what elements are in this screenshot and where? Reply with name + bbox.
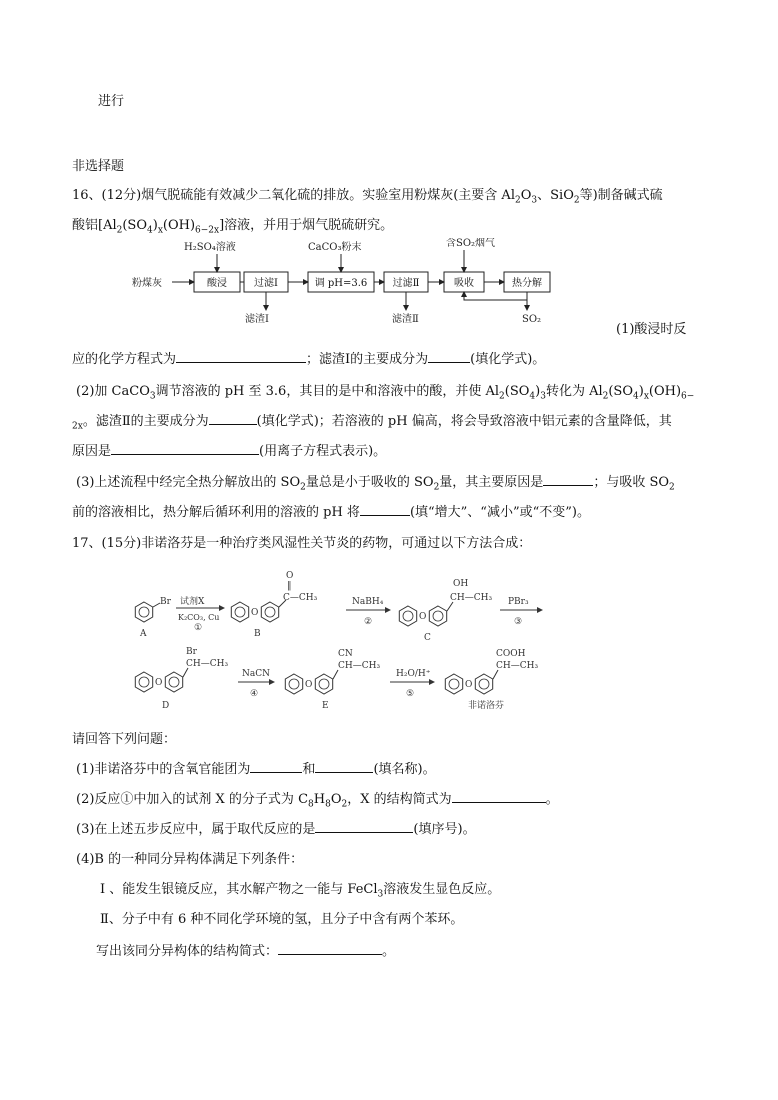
answer-blank[interactable] xyxy=(250,760,302,773)
b-group-double: ‖ xyxy=(287,581,292,591)
residue-2: 滤渣Ⅱ xyxy=(392,314,419,325)
answer-blank[interactable] xyxy=(111,442,259,455)
q16-intro-line2: 酸铝$[Al_2(SO_4)_x(OH)_{6-2x}]$溶液，并用于烟气脱硫研究。 xyxy=(72,218,394,236)
q17-sub2: (2)反应①中加入的试剂 X 的分子式为 $C_8H_8O_2$，X 的结构简式为 。 xyxy=(76,792,559,810)
start-material: 粉煤灰 xyxy=(132,278,162,289)
q17-sub3: (3)在上述五步反应中，属于取代反应的是 (填序号)。 xyxy=(76,822,476,837)
synthesis-scheme xyxy=(128,566,548,716)
step3-num: ③ xyxy=(514,617,523,627)
label-b: B xyxy=(254,629,261,639)
ether-o-b: O xyxy=(251,608,259,618)
q16-intro-line1: 16、(12分)烟气脱硫能有效减少二氧化硫的排放。实验室用粉煤灰(主要含 $Al_2O_3$、SiO$_2$等)制备碱式硫 xyxy=(72,188,663,206)
ether-o-e: O xyxy=(305,680,313,690)
process-flow-diagram xyxy=(130,238,570,328)
e-group-ch: CH—CH₃ xyxy=(338,661,381,671)
answer-blank[interactable] xyxy=(278,942,382,955)
answer-blank[interactable] xyxy=(452,790,546,803)
q17-condition1: Ⅰ 、能发生银镜反应，其水解产物之一能与 FeCl$_3$溶液发生显色反应。 xyxy=(100,882,501,900)
q17-write: 写出该同分异构体的结构简式： 。 xyxy=(96,944,396,959)
answer-blank[interactable] xyxy=(315,760,373,773)
reagent3-top: PBr₃ xyxy=(508,597,529,607)
reagent-caco3: CaCO₃粉末 xyxy=(308,242,362,253)
ether-o-d: O xyxy=(155,678,163,688)
reagent1-bottom: K₂CO₃, Cu xyxy=(178,613,220,622)
reagent1-top: 试剂X xyxy=(180,597,205,607)
d-group-br: Br xyxy=(186,647,197,657)
answer-blank[interactable] xyxy=(176,350,306,363)
step-acid-leach: 酸浸 xyxy=(207,278,227,289)
step5-num: ⑤ xyxy=(406,689,415,699)
q17-intro: 17、(15分)非诺洛芬是一种治疗类风湿性关节炎的药物，可通过以下方法合成： xyxy=(72,536,532,551)
ether-o-f: O xyxy=(465,680,473,690)
step-filter-1: 过滤Ⅰ xyxy=(254,278,278,289)
f-group-cooh: COOH xyxy=(496,649,526,659)
group-br: Br xyxy=(160,597,171,607)
q17-prompt: 请回答下列问题： xyxy=(72,732,177,747)
f-group-ch: CH—CH₃ xyxy=(496,661,539,671)
step-adjust-ph: 调 pH=3.6 xyxy=(314,278,368,289)
c-group-ch: CH—CH₃ xyxy=(450,593,493,603)
step-filter-2: 过滤Ⅱ xyxy=(392,278,420,289)
label-a: A xyxy=(140,629,147,639)
q16-part1-head: (1)酸浸时反 xyxy=(616,322,687,337)
step2-num: ② xyxy=(364,617,373,627)
q16-part3-line2: 前的溶液相比，热分解后循环利用的溶液的 pH 将 (填“增大”、“减小”或“不变”)。 xyxy=(72,505,590,520)
q17-sub4: (4)B 的一种同分异构体满足下列条件： xyxy=(76,852,304,867)
q17-sub1: (1)非诺洛芬中的含氧官能团为 和 (填名称)。 xyxy=(76,762,436,777)
q16-part2-line2: $_{2x}$。滤渣Ⅱ的主要成分为 (填化学式)；若溶液的 pH 偏高，将会导致溶液中铝元素的含量降低，其 xyxy=(72,414,672,432)
c-group-oh: OH xyxy=(453,579,469,589)
answer-blank[interactable] xyxy=(428,350,470,363)
step-absorb: 吸收 xyxy=(454,278,474,289)
reagent5-top: H₂O/H⁺ xyxy=(396,669,431,679)
e-group-cn: CN xyxy=(338,649,353,659)
reagent4-top: NaCN xyxy=(242,669,271,679)
d-group-ch: CH—CH₃ xyxy=(186,659,229,669)
answer-blank[interactable] xyxy=(209,412,257,425)
residue-1: 滤渣Ⅰ xyxy=(245,314,269,325)
b-group-o: O xyxy=(286,571,294,581)
step4-num: ④ xyxy=(250,689,259,699)
step-thermal-decomp: 热分解 xyxy=(512,278,542,289)
answer-blank[interactable] xyxy=(543,473,593,486)
label-c: C xyxy=(424,633,431,643)
reagent2-top: NaBH₄ xyxy=(352,597,384,607)
fragment-text: 进行 xyxy=(98,94,125,109)
q16-part3-line1: (3)上述流程中经完全热分解放出的 $SO_2$量总是小于吸收的 $SO_2$量，其主要原因是 ；与吸收 $SO_2$ xyxy=(76,475,675,493)
b-group-c: C—CH₃ xyxy=(283,593,318,603)
so2-out: SO₂ xyxy=(522,314,542,325)
q16-part2-line3: 原因是 (用离子方程式表示)。 xyxy=(72,444,387,459)
reagent-h2so4: H₂SO₄溶液 xyxy=(184,242,236,253)
q17-condition2: Ⅱ、分子中有 6 种不同化学环境的氢，且分子中含有两个苯环。 xyxy=(100,912,464,927)
answer-blank[interactable] xyxy=(315,820,413,833)
step1-num: ① xyxy=(194,623,203,633)
q16-part2-line1: (2)加 CaCO$_3$调节溶液的 pH 至 3.6，其目的是中和溶液中的酸，并使 $Al_2(SO_4)_3$转化为 $Al_2(SO_4)_x(OH)_{6-}$ xyxy=(76,384,695,402)
label-d: D xyxy=(162,701,170,711)
ether-o-c: O xyxy=(419,612,427,622)
reagent-so2-gas: 含SO₂烟气 xyxy=(446,238,496,249)
q16-part1: 应的化学方程式为 ；滤渣Ⅰ的主要成分为 (填化学式)。 xyxy=(72,352,546,367)
label-product: 非诺洛芬 xyxy=(468,701,505,711)
answer-blank[interactable] xyxy=(360,503,410,516)
section-title: 非选择题 xyxy=(72,159,125,174)
label-e: E xyxy=(322,701,329,711)
